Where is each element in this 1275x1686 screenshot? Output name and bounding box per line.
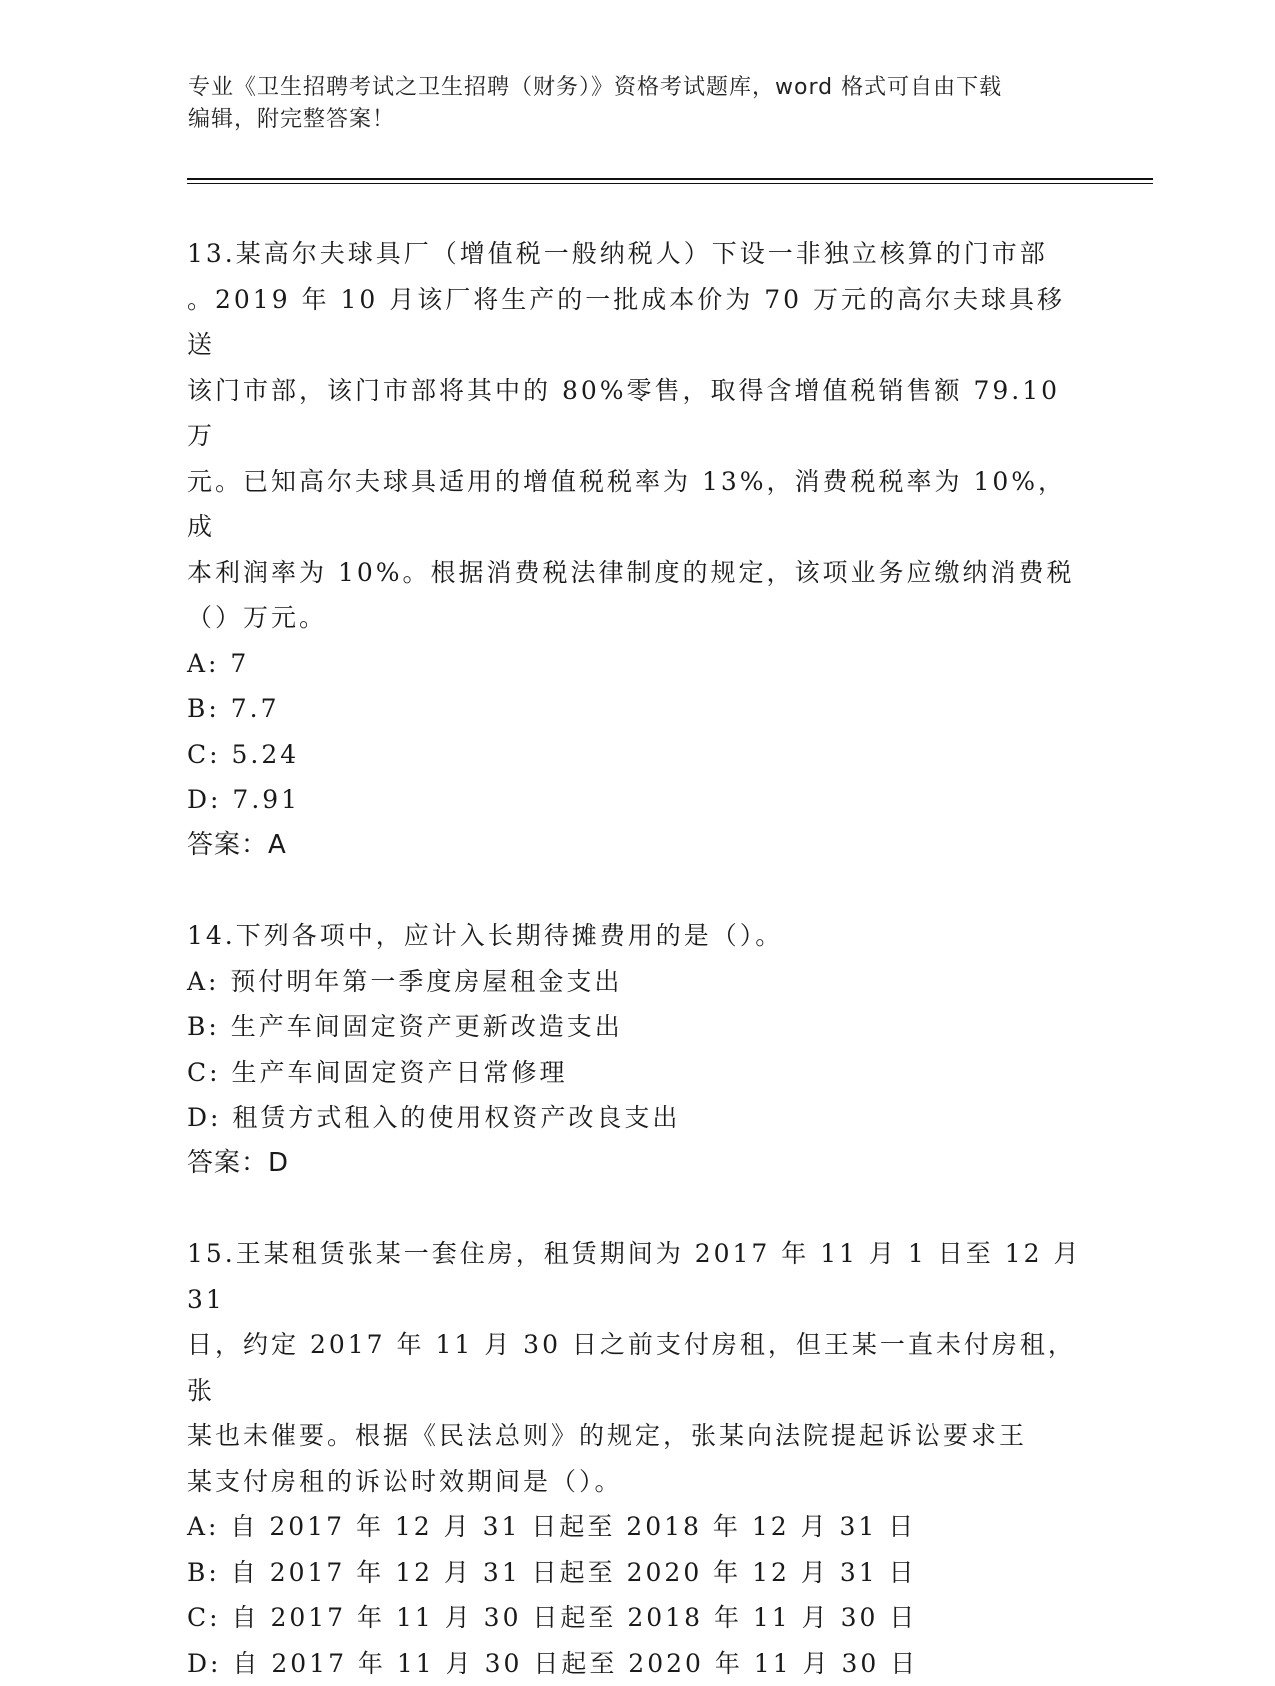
question-15-option-d: D: 自 2017 年 11 月 30 日起至 2020 年 11 月 30 日 [187,1641,1087,1686]
question-15-stem [187,1231,1087,1504]
question-13-line: （）万元。 [187,595,1087,641]
question-14-line: 14.下列各项中，应计入长期待摊费用的是（）。 [187,913,1087,959]
question-13-line: 13.某高尔夫球具厂（增值税一般纳税人）下设一非独立核算的门市部 [187,231,1087,277]
header-rule-thick [187,178,1153,180]
question-14-option-a: A: 预付明年第一季度房屋租金支出 [187,959,1087,1005]
question-14-stem [187,913,1087,959]
question-13-option-c: C: 5.24 [187,732,1087,778]
question-13-line: 本利润率为 10%。根据消费税法律制度的规定，该项业务应缴纳消费税 [187,550,1087,596]
question-14-option-d: D: 租赁方式租入的使用权资产改良支出 [187,1095,1087,1141]
question-15-line: 15.王某租赁张某一套住房，租赁期间为 2017 年 11 月 1 日至 12 月 31 [187,1231,1087,1322]
question-15-option-c: C: 自 2017 年 11 月 30 日起至 2018 年 11 月 30 日 [187,1595,1087,1641]
question-15-option-a: A: 自 2017 年 12 月 31 日起至 2018 年 12 月 31 日 [187,1504,1087,1550]
question-13-line: 。2019 年 10 月该厂将生产的一批成本价为 70 万元的高尔夫球具移送 [187,277,1087,368]
question-14-option-c: C: 生产车间固定资产日常修理 [187,1050,1087,1096]
question-13-option-d: D: 7.91 [187,777,1087,823]
question-13-line: 元。已知高尔夫球具适用的增值税税率为 13%，消费税税率为 10%，成 [187,459,1087,550]
header-rule-thin [187,183,1153,184]
question-15-line: 某支付房租的诉讼时效期间是（）。 [187,1459,1087,1505]
question-14 [187,913,1087,1186]
question-13 [187,231,1087,868]
question-15-option-b: B: 自 2017 年 12 月 31 日起至 2020 年 12 月 31 日 [187,1550,1087,1596]
question-15-line: 日，约定 2017 年 11 月 30 日之前支付房租，但王某一直未付房租，张 [187,1322,1087,1413]
question-13-option-b: B: 7.7 [187,686,1087,732]
question-list [187,231,1087,1686]
question-13-answer: 答案：A [187,823,1087,869]
question-spacer [187,868,1087,913]
question-13-stem [187,231,1087,641]
question-15-line: 某也未催要。根据《民法总则》的规定，张某向法院提起诉讼要求王 [187,1413,1087,1459]
question-14-option-b: B: 生产车间固定资产更新改造支出 [187,1004,1087,1050]
header-line-1: 专业《卫生招聘考试之卫生招聘（财务）》资格考试题库，word 格式可自由下载 [188,72,1068,104]
document-header [188,72,1068,136]
question-spacer [187,1186,1087,1231]
header-line-2: 编辑，附完整答案！ [188,104,1068,136]
question-15 [187,1231,1087,1686]
question-13-option-a: A: 7 [187,641,1087,687]
question-14-answer: 答案：D [187,1141,1087,1187]
question-13-line: 该门市部，该门市部将其中的 80%零售，取得含增值税销售额 79.10 万 [187,368,1087,459]
